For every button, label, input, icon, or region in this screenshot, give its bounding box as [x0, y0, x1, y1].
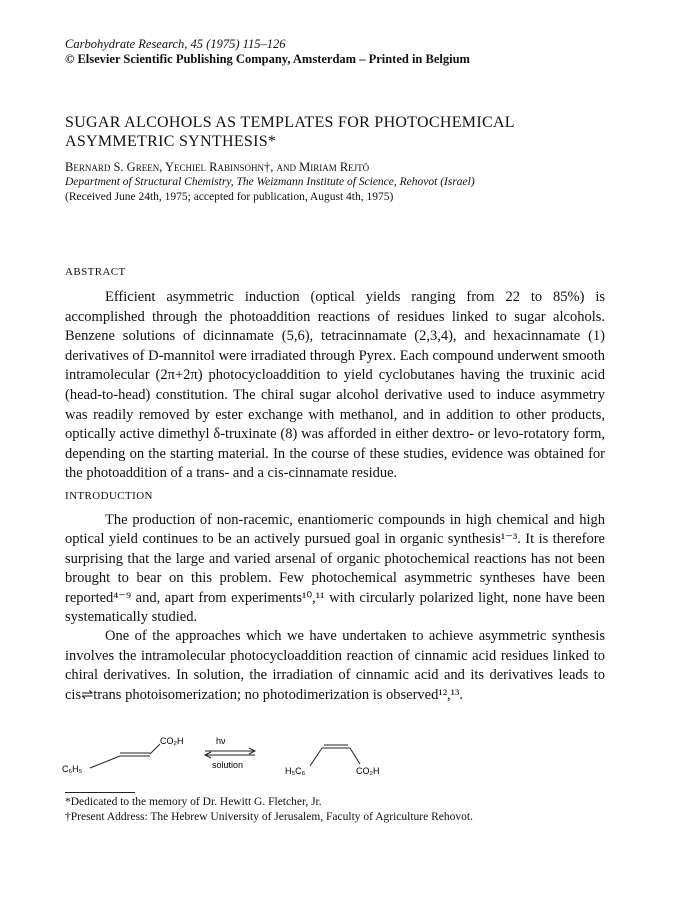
carboxyl-label-left: CO₂H — [160, 736, 184, 746]
title-line-1: SUGAR ALCOHOLS AS TEMPLATES FOR PHOTOCHEMICAL — [65, 114, 515, 131]
abstract-text: Efficient asymmetric induction (optical yields ranging from 22 to 85%) is accomplished through the photoaddition reactions of residues linked to sugar alcohols. Benzene solutions of dicinnamate (5,6), tetracinnamate (2,3,4), and hexacinnamate (1) derivatives of D-mannitol were irradiated through Pyrex. Each compound underwent smooth intramolecular (2π+2π) photocycloaddition to yield cyclobutanes having the truxinic acid (head-to-head) constitution. The chiral sugar alcohol derivative used to induce asymmetry was readily removed by ester exchange with methanol, and in addition to other products, optically active dimethyl δ-truxinate (8) was afforded in either dextro- or levo-rotatory form, depending on the starting material. In the course of these studies, evidence was obtained for the photoaddition of a trans- and a cis-cinnamate residue. — [65, 289, 605, 482]
journal-header — [65, 37, 605, 67]
bond-2 — [150, 744, 160, 754]
footnote-address: †Present Address: The Hebrew University of Jerusalem, Faculty of Agriculture Rehovot. — [65, 811, 473, 823]
introduction-paragraph-1: The production of non-racemic, enantiomeric compounds in high chemical and high optical yield continues to be an actively pursued goal in organic synthesis¹⁻³. It is therefore surprising that the large and varied arsenal of organic photochemical reactions has not been brought to bear on this problem. Few photochemical asymmetric syntheses have been reported⁴⁻⁹ and, apart from experiments¹⁰,¹¹ with circularly polarized light, none have been systematically studied. — [65, 512, 605, 626]
phenyl-label-left: C₆H₅ — [62, 764, 83, 774]
carboxyl-label-right: CO₂H — [356, 766, 380, 776]
publisher-line: © Elsevier Scientific Publishing Company, Amsterdam – Printed in Belgium — [65, 52, 470, 66]
received-dates: (Received June 24th, 1975; accepted for publication, August 4th, 1975) — [65, 191, 394, 203]
bond-1 — [90, 756, 120, 768]
bond-3 — [310, 748, 322, 766]
footnotes — [65, 795, 605, 825]
journal-citation: Carbohydrate Research, 45 (1975) 115–126 — [65, 37, 286, 51]
light-label: hν — [216, 736, 226, 746]
author-affiliation: Department of Structural Chemistry, The Weizmann Institute of Science, Rehovot (Israel) — [65, 176, 475, 188]
photoisomerization-scheme — [60, 730, 400, 790]
article-title — [65, 113, 605, 151]
cis-cinnamic-acid-structure — [285, 745, 380, 776]
introduction-paragraph-2: One of the approaches which we have undertaken to achieve asymmetric synthesis involves the intramolecular photocycloaddition reaction of cinnamic acid residues linked to chiral derivatives. In solution, the irradiation of cinnamic acid and its derivatives leads to cis⇌trans photoisomerization; no photodimerization is observed¹²,¹³. — [65, 628, 605, 703]
reaction-arrows — [205, 736, 255, 770]
author-block — [65, 160, 605, 205]
phenyl-label-right: H₅C₆ — [285, 766, 306, 776]
bond-4 — [350, 748, 360, 764]
trans-cinnamic-acid-structure — [62, 736, 184, 774]
solution-label: solution — [212, 760, 244, 770]
author-names: Bernard S. Green, Yechiel Rabinsohn†, and Miriam Rejtö — [65, 160, 370, 174]
introduction-heading: INTRODUCTION — [65, 490, 153, 502]
title-line-2: ASYMMETRIC SYNTHESIS* — [65, 133, 277, 150]
abstract-heading: ABSTRACT — [65, 266, 126, 278]
introduction-body — [65, 511, 605, 705]
footnote-rule — [65, 792, 135, 793]
footnote-dedication: *Dedicated to the memory of Dr. Hewitt G. Fletcher, Jr. — [65, 796, 322, 808]
